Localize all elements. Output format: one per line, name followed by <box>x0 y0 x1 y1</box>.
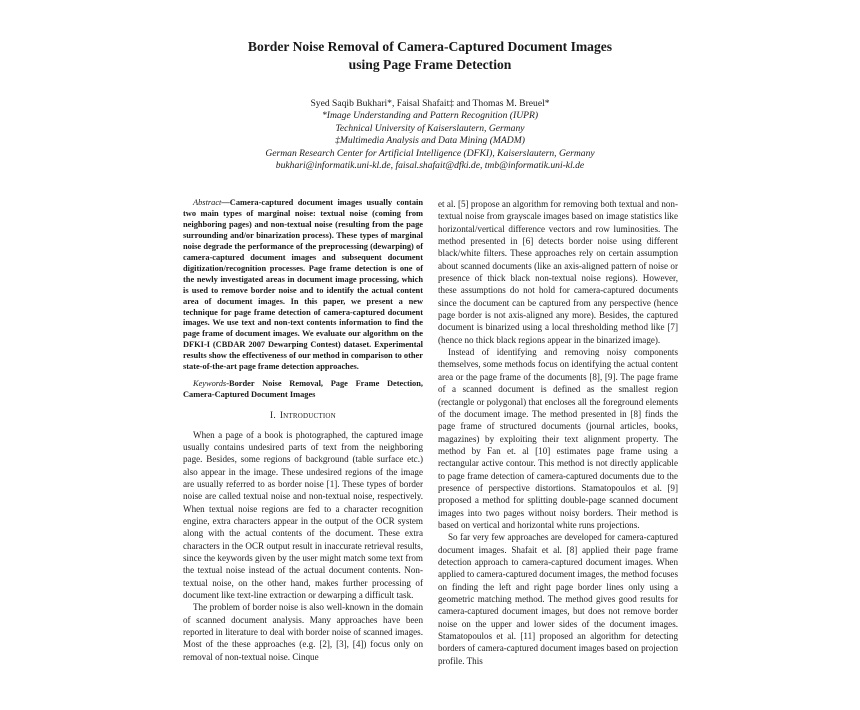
affiliation-3: ‡Multimedia Analysis and Data Mining (MADM) <box>335 135 525 147</box>
keywords-label: Keywords <box>193 379 227 389</box>
left-column <box>183 198 423 663</box>
section-heading <box>183 410 423 422</box>
keywords <box>183 379 423 401</box>
paper-title <box>0 38 860 74</box>
keywords-text: -Border Noise Removal, Page Frame Detection, Camera-Captured Document Images <box>183 379 423 400</box>
title-line-2: using Page Frame Detection <box>348 57 512 72</box>
affiliation-1: *Image Understanding and Pattern Recognition (IUPR) <box>321 110 539 122</box>
paragraph: So far very few approaches are developed for camera-captured document images. Shafait et al. [8] applied their page frame detection approach to camera-captured document images. When applied to camera-captured document images, the method focuses on finding the left and right page border lines only using a geometric matching method. The method gives good results for camera-captured document images, but does not remove border noise on the upper and lower sides of the document images. Stamatopoulos et al. [11] proposed an algorithm for detecting borders of camera-captured document images based on projection profile. This <box>438 532 678 666</box>
abstract-label: Abstract <box>193 198 222 207</box>
title-line-1: Border Noise Removal of Camera-Captured Document Images <box>247 39 613 54</box>
author-emails: bukhari@informatik.uni-kl.de, faisal.shafait@dfki.de, tmb@informatik.uni-kl.de <box>275 160 585 172</box>
affiliation-2: Technical University of Kaiserslautern, Germany <box>335 122 525 134</box>
author-block <box>0 98 860 172</box>
right-column <box>438 198 678 667</box>
paragraph: Instead of identifying and removing noisy components themselves, some methods focus on identifying the actual content area or the page frame of the documents [8], [9]. The page frame of a scanned document is defined as the smallest region (rectangle or polygonal) that encloses all the foreground elements of the document image. The method presented in [8] finds the page frame of structured documents (journal articles, books, magazines) by exploiting their text alignment property. The method by Fan et. al [10] estimates page frame using a rectangular active contour. This method is not directly applicable to page frame detection of camera-captured documents due to the presence of perspective distortions. Stamatopoulos et al. [9] proposed a method for splitting double-page scanned document images into two pages without noisy borders. Their method is based on vertical and horizontal white runs projections. <box>438 347 678 530</box>
abstract-text: —Camera-captured document images usually contain two main types of marginal noise: textual noise (coming from neighboring pages) and non-textual noise (resulting from the page surrounding and/or binarization process). These types of marginal noise degrade the performance of the preprocessing (dewarping) of camera-captured document images and subsequent document digitization/recognition processes. Page frame detection is one of the newly investigated areas in document image processing, which is used to remove border noise and to identify the actual content area of document images. In this paper, we present a new technique for page frame detection of camera-captured document images. We use text and non-text contents information to find the page frame of document images. We evaluate our algorithm on the DFKI-I (CBDAR 2007 Dewarping Contest) dataset. Experimental results show the effectiveness of our method in comparison to other state-of-the-art page frame detection approaches. <box>183 198 423 372</box>
affiliation-4: German Research Center for Artificial Intelligence (DFKI), Kaiserslautern, Germany <box>265 147 595 159</box>
section-number: I. <box>270 411 276 422</box>
abstract <box>183 198 423 373</box>
paragraph: When a page of a book is photographed, the captured image usually contains undesired parts of text from the neighboring page. Besides, some regions of background (table surface etc.) also appear in the image. These undesired regions of the image are usually referred to as border noise [1]. These types of border noise are called textual noise and non-textual noise, respectively. When textual noise regions are fed to a character recognition engine, extra characters appear in the output of the OCR system along with the actual contents of the document. These extra characters in the OCR output result in inaccurate retrieval results, since the keywords given by the user might match some text from the textual noise instead of the actual document contents. Non-textual noise, on the other hand, makes further processing of document like text-line extraction or dewarping a difficult task. <box>183 429 423 600</box>
paragraph: The problem of border noise is also well-known in the domain of scanned document analysis. Many approaches have been reported in literature to deal with border noise of scanned images. Most of the these approaches (e.g. [2], [3], [4]) focus only on removal of non-textual noise. Cinque <box>183 602 423 662</box>
section-title: Introduction <box>279 411 336 422</box>
paragraph: et al. [5] propose an algorithm for removing both textual and non-textual noise from grayscale images based on image statistics like horizontal/vertical difference vectors and row luminosities. The method presented in [6] detects border noise using different black/white filters. These approaches rely on certain assumption about scanned documents (like an axis-aligned pattern of noise or presence of thick black non-textual noise regions). However, these assumptions do not hold for camera-captured documents since the document can be captured from any perspective (hence page border is not axis-aligned any more). Besides, the captured document is binarized using a local thresholding method like [7] (hence no thick black regions appear in the binarized image). <box>438 199 678 345</box>
author-names: Syed Saqib Bukhari*, Faisal Shafait‡ and Thomas M. Breuel* <box>310 98 550 109</box>
